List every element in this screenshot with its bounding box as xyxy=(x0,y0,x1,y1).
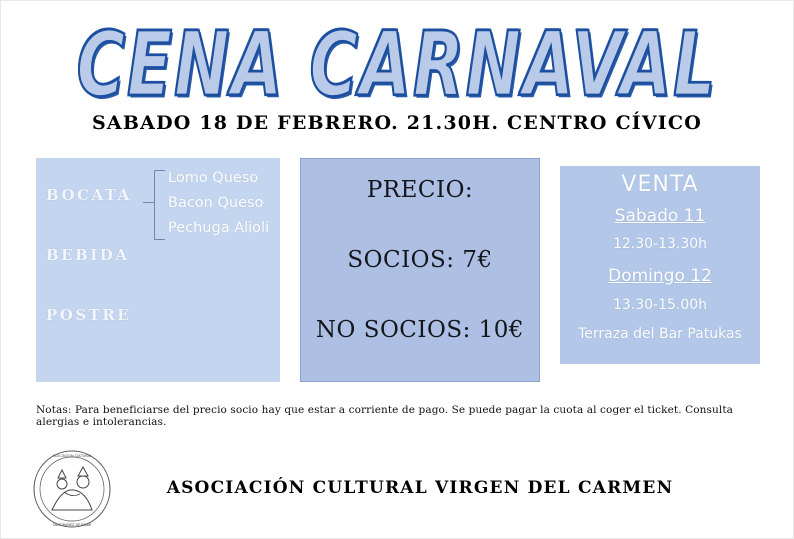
menu-item-postre: POSTRE xyxy=(46,306,132,324)
association-logo xyxy=(24,448,120,530)
page-title: CENA CARNAVAL xyxy=(76,12,718,117)
notes-text: Notas: Para beneficiarse del precio socio hay que estar a corriente de pago. Se puede pagar la cuota al coger el ticket. Consulta alergias e intolerancias. xyxy=(36,404,733,428)
svg-text:SANTIBAÑEZ DE BEJAR: SANTIBAÑEZ DE BEJAR xyxy=(52,523,92,527)
sale-panel xyxy=(560,166,760,364)
sale-day-1-hours: 12.30-13.30h xyxy=(612,236,708,252)
sale-day-2-hours: 13.30-15.00h xyxy=(612,297,708,313)
bocata-option: Bacon Queso xyxy=(168,194,264,211)
menu-item-bocata: BOCATA xyxy=(46,186,132,204)
menu-item-bebida: BEBIDA xyxy=(46,246,130,264)
sale-heading: VENTA xyxy=(621,172,699,197)
sale-day-1: Sabado 11 xyxy=(614,206,706,226)
price-socios: SOCIOS: 7€ xyxy=(347,247,493,273)
price-no-socios: NO SOCIOS: 10€ xyxy=(315,317,525,343)
bracket-icon xyxy=(154,170,165,240)
bocata-option: Lomo Queso xyxy=(168,170,259,186)
event-subtitle: SABADO 18 DE FEBRERO. 21.30H. CENTRO CÍVICO xyxy=(92,112,702,134)
menu-panel xyxy=(36,158,280,382)
price-panel xyxy=(300,158,540,382)
sale-day-2: Domingo 12 xyxy=(608,266,712,286)
bocata-option: Pechuga Alioli xyxy=(168,219,270,236)
bocata-options-list xyxy=(168,166,269,241)
price-heading: PRECIO: xyxy=(366,177,474,203)
association-name: ASOCIACIÓN CULTURAL VIRGEN DEL CARMEN xyxy=(166,478,674,498)
sale-location: Terraza del Bar Patukas xyxy=(578,326,742,342)
svg-text:ASOCIACION CULTURAL: ASOCIACION CULTURAL xyxy=(52,454,92,458)
